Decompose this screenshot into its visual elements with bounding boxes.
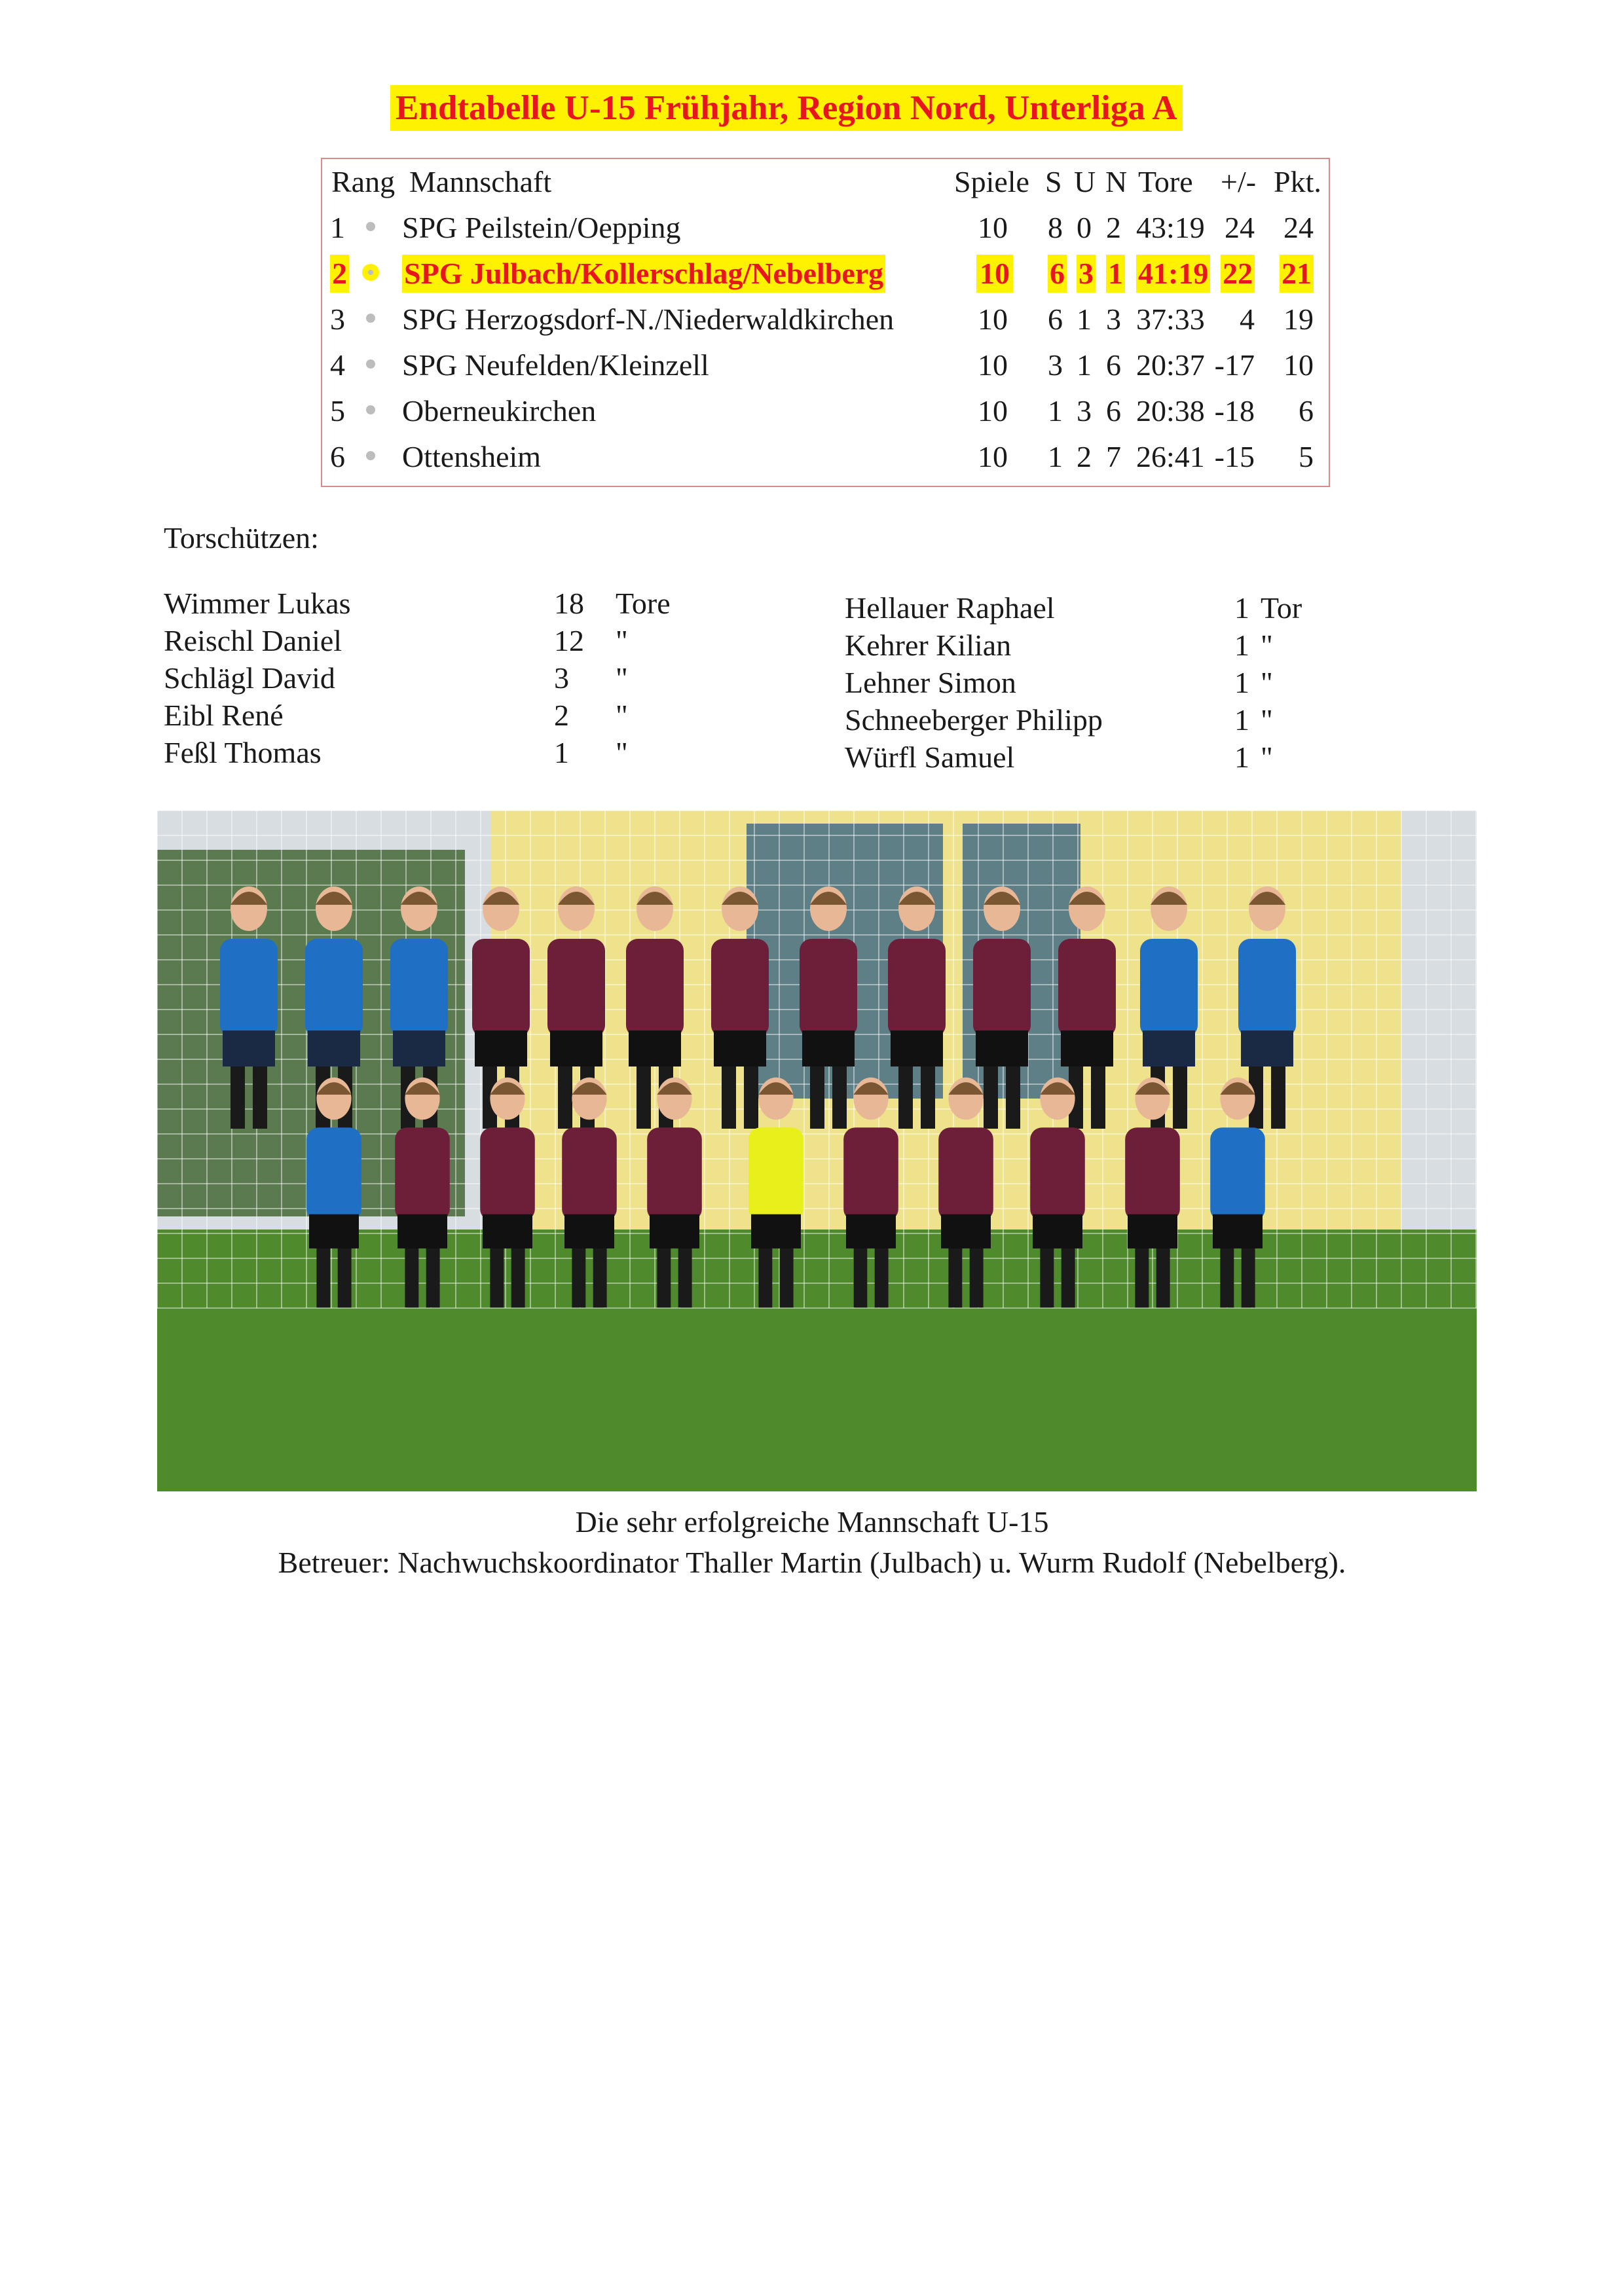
scorer-unit: " — [616, 699, 628, 732]
scorer-goals: 1 — [1234, 666, 1249, 699]
cell-rank: 1 — [330, 211, 345, 244]
cell-diff: -15 — [1214, 440, 1255, 473]
back-row-person-shorts — [1143, 1030, 1195, 1066]
front-row-player-shirt — [938, 1127, 993, 1221]
header-points: Pkt. — [1274, 165, 1321, 198]
team-photo-illustration — [157, 811, 1477, 1491]
cell-team: SPG Neufelden/Kleinzell — [402, 348, 709, 382]
back-row-person-shorts — [629, 1030, 681, 1066]
cell-team: SPG Peilstein/Oepping — [402, 211, 681, 244]
back-row-person-shorts — [393, 1030, 445, 1066]
front-row-player-shirt — [843, 1127, 898, 1221]
header-draws: U — [1074, 165, 1096, 198]
bullet-icon — [366, 405, 375, 414]
front-row-player-shorts — [564, 1214, 614, 1248]
front-row-player-shirt — [395, 1127, 450, 1221]
cell-team: Ottensheim — [402, 440, 542, 473]
cell-rank: 3 — [330, 302, 345, 336]
scorer-unit: " — [1261, 740, 1273, 774]
front-row-player-shorts — [309, 1214, 359, 1248]
scorer-goals: 1 — [554, 736, 569, 769]
back-row-person-shirt — [1238, 939, 1296, 1037]
cell-points: 10 — [1283, 348, 1314, 382]
cell-rank: 2 — [330, 255, 349, 293]
table-row — [322, 251, 1329, 294]
back-row-person-shorts — [1061, 1030, 1113, 1066]
scorer-name: Feßl Thomas — [164, 736, 322, 769]
cell-draws: 2 — [1077, 440, 1092, 473]
back-row-person-shirt — [390, 939, 448, 1037]
back-row-person-shorts — [1241, 1030, 1293, 1066]
cell-wins: 6 — [1048, 255, 1067, 293]
scorer-unit: " — [1261, 666, 1273, 699]
scorer-unit: " — [616, 661, 628, 695]
cell-diff: 22 — [1221, 255, 1255, 293]
scorer-name: Würfl Samuel — [845, 740, 1015, 774]
header-rank: Rang — [331, 165, 396, 198]
back-row-person-shorts — [802, 1030, 855, 1066]
back-row-person-shorts — [891, 1030, 943, 1066]
cell-points: 24 — [1283, 211, 1314, 244]
back-row-person-shorts — [223, 1030, 275, 1066]
scorer-name: Schlägl David — [164, 661, 335, 695]
cell-diff: 4 — [1240, 302, 1255, 336]
bullet-icon — [366, 268, 375, 277]
cell-games: 10 — [978, 302, 1008, 336]
cell-team: Oberneukirchen — [402, 394, 597, 428]
cell-losses: 3 — [1106, 302, 1121, 336]
scorer-goals: 1 — [1234, 629, 1249, 662]
cell-draws: 0 — [1077, 211, 1092, 244]
scorer-goals: 1 — [1234, 703, 1249, 737]
front-row-player-shirt — [1125, 1127, 1180, 1221]
scorer-goals: 2 — [554, 699, 569, 732]
cell-wins: 1 — [1048, 394, 1063, 428]
cell-games: 10 — [978, 211, 1008, 244]
table-row — [322, 434, 1329, 477]
front-row-player-shorts — [941, 1214, 991, 1248]
header-goals: Tore — [1138, 165, 1193, 198]
back-row-person-shirt — [973, 939, 1031, 1037]
photo-caption: Die sehr erfolgreiche Mannschaft U-15 — [575, 1505, 1049, 1539]
cell-team: SPG Herzogsdorf-N./Niederwaldkirchen — [402, 302, 895, 336]
front-row-player-shirt — [562, 1127, 617, 1221]
front-row-player-shirt — [647, 1127, 702, 1221]
back-row-person-shorts — [308, 1030, 360, 1066]
front-row-player-shirt — [1030, 1127, 1085, 1221]
cell-losses: 6 — [1106, 348, 1121, 382]
cell-draws: 3 — [1077, 394, 1092, 428]
back-row-person-shirt — [1058, 939, 1116, 1037]
cell-wins: 1 — [1048, 440, 1063, 473]
cell-draws: 1 — [1077, 302, 1092, 336]
scorer-name: Schneeberger Philipp — [845, 703, 1103, 737]
scorer-name: Reischl Daniel — [164, 624, 342, 657]
header-games: Spiele — [954, 165, 1029, 198]
header-wins: S — [1045, 165, 1062, 198]
header-team: Mannschaft — [409, 165, 552, 198]
front-row-player-shorts — [483, 1214, 532, 1248]
scorers-heading: Torschützen: — [164, 521, 319, 555]
front-row-player-shirt — [748, 1127, 803, 1221]
cell-diff: 24 — [1225, 211, 1255, 244]
cell-draws: 3 — [1077, 255, 1096, 293]
cell-goals: 41:19 — [1136, 255, 1210, 293]
cell-goals: 20:37 — [1136, 348, 1205, 382]
scorer-name: Hellauer Raphael — [845, 591, 1055, 625]
scorer-unit: Tor — [1261, 591, 1302, 625]
table-header-row — [322, 159, 1329, 202]
front-row-player-shorts — [1033, 1214, 1082, 1248]
cell-losses: 7 — [1106, 440, 1121, 473]
cell-points: 21 — [1280, 255, 1314, 293]
table-row — [322, 388, 1329, 431]
back-row-person-shirt — [626, 939, 684, 1037]
scorer-goals: 1 — [1234, 740, 1249, 774]
back-row-person-shirt — [472, 939, 530, 1037]
front-row-player-shorts — [751, 1214, 801, 1248]
back-row-person-shirt — [220, 939, 278, 1037]
scorer-goals: 1 — [1234, 591, 1249, 625]
cell-diff: -17 — [1214, 348, 1255, 382]
scorer-unit: " — [1261, 629, 1273, 662]
front-row-player-shirt — [306, 1127, 361, 1221]
cell-rank: 5 — [330, 394, 345, 428]
cell-games: 10 — [978, 348, 1008, 382]
photo-caption-coaches: Betreuer: Nachwuchskoordinator Thaller Martin (Julbach) u. Wurm Rudolf (Nebelberg). — [278, 1546, 1346, 1579]
scorer-name: Wimmer Lukas — [164, 587, 351, 620]
back-row-person-shirt — [305, 939, 363, 1037]
cell-games: 10 — [976, 255, 1013, 293]
scorer-unit: " — [1261, 703, 1273, 737]
scorer-goals: 3 — [554, 661, 569, 695]
cell-points: 5 — [1299, 440, 1314, 473]
cell-games: 10 — [978, 394, 1008, 428]
cell-goals: 20:38 — [1136, 394, 1205, 428]
scorer-goals: 12 — [554, 624, 584, 657]
cell-goals: 37:33 — [1136, 302, 1205, 336]
cell-diff: -18 — [1214, 394, 1255, 428]
cell-wins: 3 — [1048, 348, 1063, 382]
header-diff: +/- — [1221, 165, 1257, 198]
table-row — [322, 297, 1329, 340]
back-row-person-shirt — [888, 939, 946, 1037]
back-row-person-shirt — [1140, 939, 1198, 1037]
cell-games: 10 — [978, 440, 1008, 473]
scorer-unit: Tore — [616, 587, 671, 620]
front-row-player-shorts — [650, 1214, 699, 1248]
cell-goals: 43:19 — [1136, 211, 1205, 244]
back-row-person-shorts — [475, 1030, 527, 1066]
bullet-icon — [366, 314, 375, 323]
back-row-person-shorts — [550, 1030, 602, 1066]
bullet-icon — [366, 451, 375, 460]
back-row-person-shirt — [711, 939, 769, 1037]
cell-losses: 1 — [1106, 255, 1125, 293]
front-row-player-shorts — [846, 1214, 896, 1248]
scorer-unit: " — [616, 624, 628, 657]
front-row-player-shorts — [1128, 1214, 1177, 1248]
scorer-name: Kehrer Kilian — [845, 629, 1012, 662]
back-row-person-shirt — [800, 939, 857, 1037]
back-row-person-shorts — [714, 1030, 766, 1066]
cell-points: 19 — [1283, 302, 1314, 336]
header-losses: N — [1105, 165, 1128, 198]
bullet-icon — [366, 222, 375, 231]
cell-goals: 26:41 — [1136, 440, 1205, 473]
scorer-unit: " — [616, 736, 628, 769]
front-row-player-shirt — [480, 1127, 535, 1221]
cell-points: 6 — [1299, 394, 1314, 428]
cell-wins: 6 — [1048, 302, 1063, 336]
scorer-goals: 18 — [554, 587, 584, 620]
back-row-person-shorts — [976, 1030, 1028, 1066]
front-row-player-shorts — [1213, 1214, 1263, 1248]
cell-team: SPG Julbach/Kollerschlag/Nebelberg — [402, 255, 885, 293]
cell-rank: 6 — [330, 440, 345, 473]
cell-losses: 6 — [1106, 394, 1121, 428]
front-row-player-shorts — [397, 1214, 447, 1248]
table-row — [322, 342, 1329, 386]
league-table — [321, 158, 1330, 487]
team-photo — [157, 811, 1477, 1491]
cell-rank: 4 — [330, 348, 345, 382]
table-row — [322, 205, 1329, 248]
document-title: Endtabelle U-15 Frühjahr, Region Nord, Unterliga A — [390, 85, 1183, 131]
bullet-icon — [366, 359, 375, 369]
photo-grass — [157, 1230, 1477, 1491]
cell-losses: 2 — [1106, 211, 1121, 244]
cell-draws: 1 — [1077, 348, 1092, 382]
back-row-person-shirt — [547, 939, 605, 1037]
cell-wins: 8 — [1048, 211, 1063, 244]
front-row-player-shirt — [1210, 1127, 1265, 1221]
scorer-name: Eibl René — [164, 699, 284, 732]
scorer-name: Lehner Simon — [845, 666, 1016, 699]
